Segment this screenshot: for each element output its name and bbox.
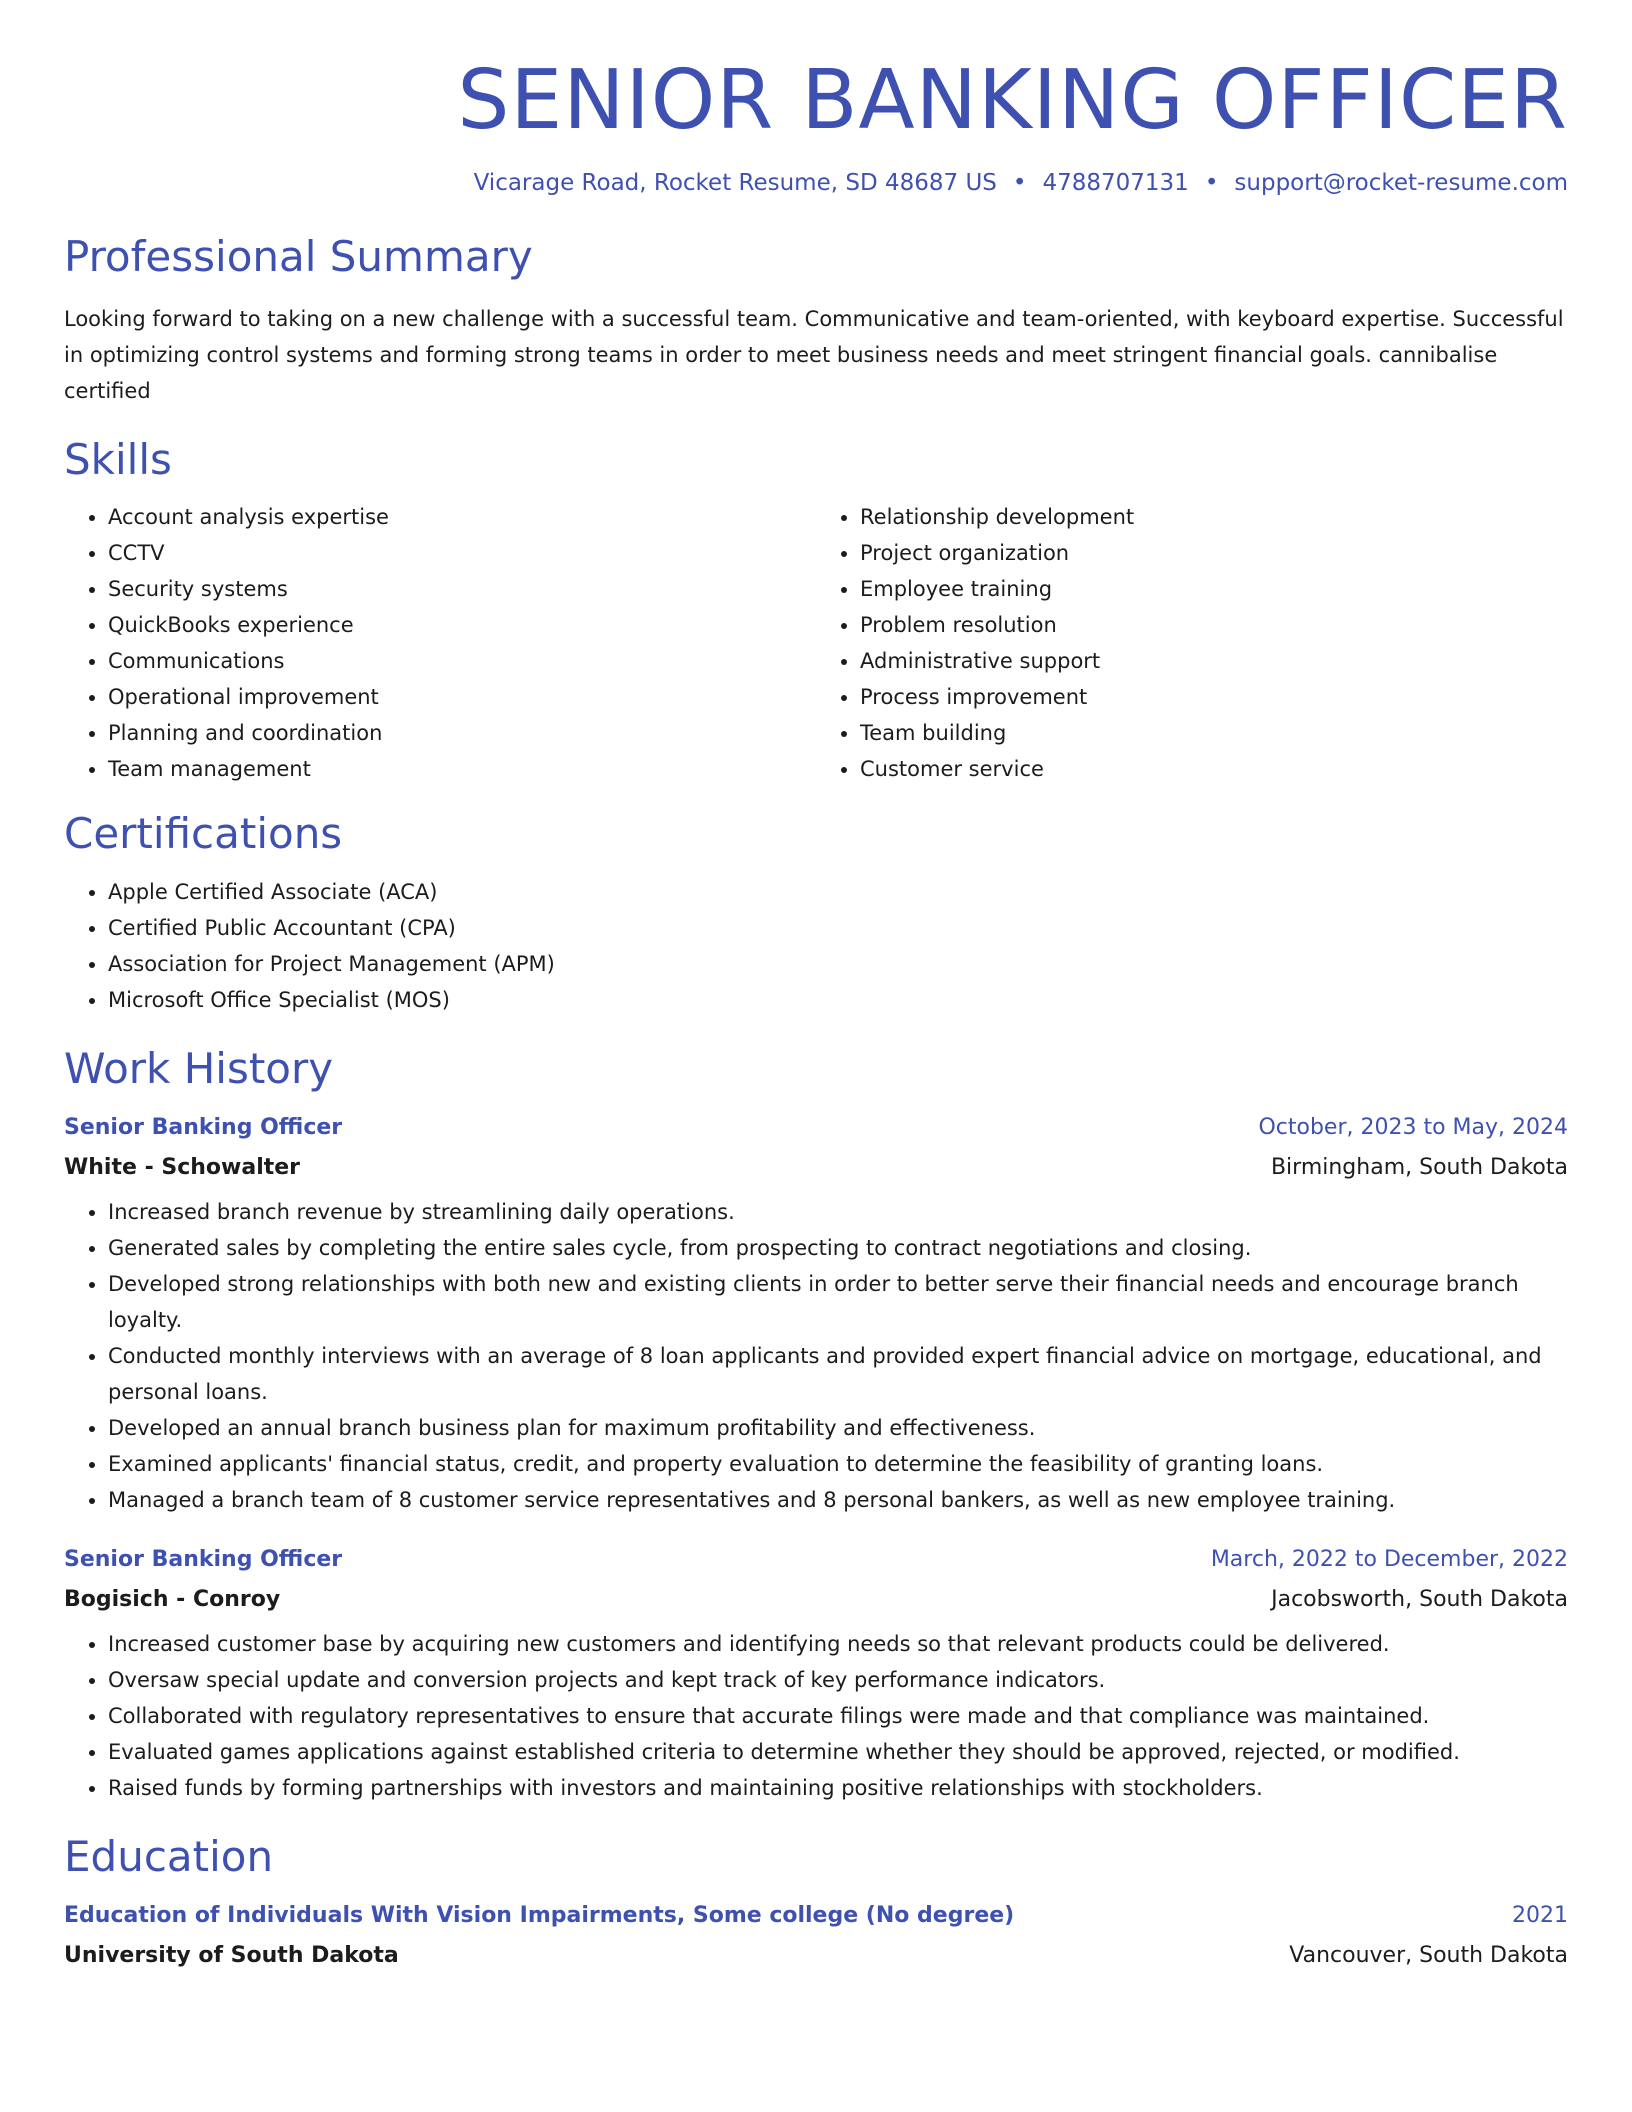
job-bullet: • Evaluated games applications against established criteria to determine whether they should be approved, rejected, or modified. [108,1734,1568,1770]
education-school-row [64,1936,1568,1976]
job-bullet: • Managed a branch team of 8 customer service representatives and 8 personal bankers, as well as new employee training. [108,1482,1568,1518]
skill-item: • Communications [108,643,816,679]
work-history-section [64,1044,1568,1806]
job-bullet: • Developed strong relationships with both new and existing clients in order to better serve their financial needs and encourage branch loyalty. [108,1266,1568,1338]
job-entry [64,1540,1568,1806]
skill-item: • CCTV [108,535,816,571]
job-bullets [64,1194,1568,1518]
skill-item: • Security systems [108,571,816,607]
skill-item: • Employee training [860,571,1568,607]
certifications-heading: Certifications [64,809,343,859]
job-bullet: • Examined applicants' financial status, credit, and property evaluation to determine the feasibility of granting loans. [108,1446,1568,1482]
skill-item: • Account analysis expertise [108,499,816,535]
certification-item: • Association for Project Management (APM) [108,946,1568,982]
job-company: Bogisich - Conroy [64,1586,281,1612]
skills-right-list [816,499,1568,787]
skill-item: • Problem resolution [860,607,1568,643]
job-title-row [64,1540,1568,1580]
education-location: Vancouver, South Dakota [1289,1943,1568,1969]
job-dates: March, 2022 to December, 2022 [1210,1546,1568,1572]
job-bullet: • Collaborated with regulatory representatives to ensure that accurate filings were made and that compliance was maintained. [108,1698,1568,1734]
skill-item: • Administrative support [860,643,1568,679]
education-school: University of South Dakota [64,1943,399,1969]
job-location: Jacobsworth, South Dakota [1271,1586,1568,1612]
skills-section [64,435,1568,787]
job-company-row [64,1148,1568,1188]
job-location: Birmingham, South Dakota [1270,1154,1568,1180]
skill-item: • Process improvement [860,679,1568,715]
certification-item: • Apple Certified Associate (ACA) [108,874,1568,910]
contact-address: Vicarage Road, Rocket Resume, SD 48687 US [473,170,997,197]
job-company: White - Schowalter [64,1154,301,1180]
job-bullet: • Generated sales by completing the entire sales cycle, from prospecting to contract negotiations and closing. [108,1230,1568,1266]
job-bullet: • Oversaw special update and conversion projects and kept track of key performance indicators. [108,1662,1568,1698]
education-year: 2021 [1512,1903,1568,1929]
skill-item: • Planning and coordination [108,715,816,751]
skill-item: • Customer service [860,751,1568,787]
education-heading: Education [64,1831,274,1881]
job-entry [64,1108,1568,1518]
contact-email[interactable]: support@rocket-resume.com [1234,170,1568,197]
job-dates: October, 2023 to May, 2024 [1258,1114,1568,1140]
certification-item: • Microsoft Office Specialist (MOS) [108,982,1568,1018]
resume-title: SENIOR BANKING OFFICER [457,53,1568,148]
summary-section [64,232,1568,408]
job-title-row [64,1108,1568,1148]
job-bullet: • Increased branch revenue by streamlining daily operations. [108,1194,1568,1230]
summary-text: Looking forward to taking on a new challenge with a successful team. Communicative and team-oriented, with keyboard expertise. Successful in optimizing control systems and forming strong teams in order to meet business needs and meet stringent financial goals. cannibalise certified [64,306,1564,403]
contact-line [64,170,1568,196]
education-degree-row [64,1896,1568,1936]
job-title: Senior Banking Officer [64,1114,343,1140]
work-history-heading: Work History [64,1043,334,1093]
skill-item: • Team building [860,715,1568,751]
contact-phone: 4788707131 [1042,170,1189,197]
skill-item: • Project organization [860,535,1568,571]
certifications-list [64,874,1568,1018]
job-bullet: • Raised funds by forming partnerships with investors and maintaining positive relationships with stockholders. [108,1770,1568,1806]
skills-columns [64,499,1568,787]
contact-separator: • [1012,170,1027,197]
job-bullets [64,1626,1568,1806]
skill-item: • Team management [108,751,816,787]
job-company-row [64,1580,1568,1620]
certification-item: • Certified Public Accountant (CPA) [108,910,1568,946]
skill-item: • Relationship development [860,499,1568,535]
skill-item: • QuickBooks experience [108,607,816,643]
job-bullet: • Increased customer base by acquiring new customers and identifying needs so that relevant products could be delivered. [108,1626,1568,1662]
skills-left-list [64,499,816,787]
skill-item: • Operational improvement [108,679,816,715]
education-section [64,1832,1568,1976]
education-degree: Education of Individuals With Vision Impairments, Some college (No degree) [64,1903,1015,1929]
skills-heading: Skills [64,434,172,484]
summary-heading: Professional Summary [64,232,533,282]
job-bullet: • Conducted monthly interviews with an average of 8 loan applicants and provided expert financial advice on mortgage, educational, and personal loans. [108,1338,1568,1410]
job-bullet: • Developed an annual branch business plan for maximum profitability and effectiveness. [108,1410,1568,1446]
job-title: Senior Banking Officer [64,1546,343,1572]
contact-separator: • [1204,170,1219,197]
certifications-section [64,809,1568,1017]
